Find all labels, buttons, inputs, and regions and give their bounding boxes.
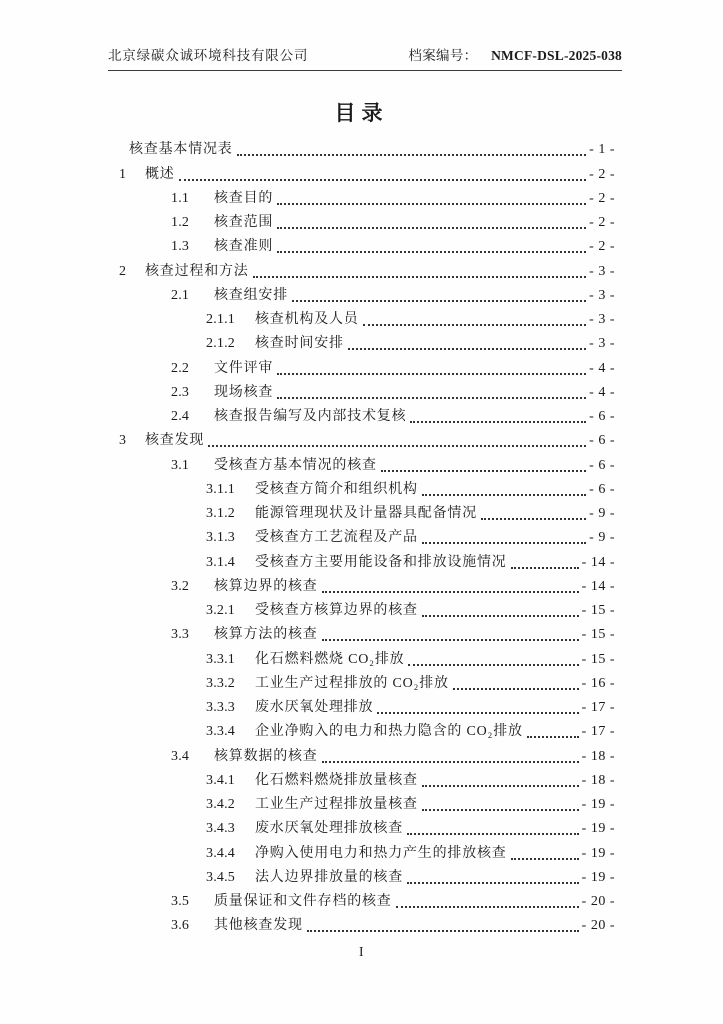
toc-entry-number: 2.4 (171, 409, 190, 424)
toc-entry-number: 3.4.3 (206, 821, 235, 837)
toc-entry-page: - 9 - (589, 506, 615, 521)
toc-leader-dots (237, 154, 587, 156)
toc-entry (119, 234, 615, 258)
toc-entry-title: 核查基本情况表 (129, 142, 233, 158)
toc-entry (119, 525, 615, 549)
archive-number-label: 档案编号： (408, 48, 478, 63)
toc-entry-title: 受核查方主要用能设备和排放设施情况 (255, 554, 507, 570)
toc-entry-number: 3.4.4 (206, 845, 235, 861)
toc-entry-number: 1.3 (171, 239, 190, 255)
toc-leader-dots (511, 567, 579, 569)
toc-entry (119, 210, 615, 234)
toc-entry-title: 能源管理现状及计量器具配备情况 (255, 506, 477, 521)
toc-entry (119, 161, 615, 185)
toc-entry-page: - 15 - (581, 603, 615, 618)
page-footer-number: I (359, 944, 364, 959)
toc-entry-title: 核查目的 (214, 190, 274, 206)
toc-entry (119, 695, 615, 719)
toc-entry (119, 622, 615, 646)
toc-entry-page: - 3 - (589, 287, 615, 303)
toc-entry-title: 核算方法的核查 (214, 627, 318, 643)
toc-entry (119, 768, 615, 792)
toc-entry-title: 核算数据的核查 (214, 748, 318, 764)
toc-entry-title: 废水厌氧处理排放核查 (255, 821, 403, 837)
toc-entry-title: 核查发现 (145, 433, 205, 449)
toc-entry-page: - 18 - (581, 748, 615, 764)
toc-leader-dots (277, 373, 586, 375)
toc-entry-title: 受核查方核算边界的核查 (255, 603, 418, 618)
toc-entry-number: 3.6 (171, 918, 190, 934)
toc-entry (119, 501, 615, 525)
toc-entry (119, 865, 615, 889)
toc-entry-page: - 2 - (589, 215, 615, 230)
toc-entry (119, 549, 615, 573)
toc-entry-page: - 14 - (581, 554, 615, 570)
toc-entry-title: 受核查方工艺流程及产品 (255, 530, 418, 546)
toc-entry-page: - 4 - (589, 360, 615, 376)
toc-entry-title: 废水厌氧处理排放 (255, 700, 374, 715)
toc-entry-title: 企业净购入的电力和热力隐含的 CO₂排放 (255, 724, 523, 740)
toc-entry-number: 2 (119, 263, 127, 279)
toc-leader-dots (422, 809, 579, 811)
toc-entry (119, 646, 615, 670)
toc-entry (119, 889, 615, 913)
toc-leader-dots (408, 664, 578, 666)
toc-leader-dots (277, 251, 586, 253)
toc-entry-page: - 14 - (581, 578, 615, 594)
toc-leader-dots (277, 227, 586, 229)
toc-entry-title: 其他核查发现 (214, 918, 303, 934)
toc-leader-dots (277, 203, 586, 205)
toc-entry-number: 2.1.1 (206, 312, 235, 327)
toc-entry-title: 核查范围 (214, 215, 274, 230)
company-name: 北京绿碳众诚环境科技有限公司 (108, 48, 309, 63)
toc-entry-page: - 6 - (589, 409, 615, 424)
toc-entry (119, 137, 615, 161)
toc-leader-dots (348, 348, 586, 350)
toc-entry-title: 净购入使用电力和热力产生的排放核查 (255, 845, 507, 861)
toc-entry-number: 3.2 (171, 578, 190, 594)
toc-entry-number: 3.5 (171, 894, 190, 909)
toc-entry-title: 文件评审 (214, 360, 274, 376)
toc-entry (119, 574, 615, 598)
toc-entry-number: 3.3 (171, 627, 190, 643)
toc-entry-title: 核查时间安排 (255, 336, 344, 352)
toc-leader-dots (511, 858, 579, 860)
toc-entry-number: 1 (119, 166, 127, 182)
toc-entry (119, 598, 615, 622)
page-title: 目录 (334, 101, 389, 125)
toc-entry-number: 2.3 (171, 384, 190, 400)
toc-entry (119, 816, 615, 840)
toc-leader-dots (527, 736, 579, 738)
toc-entry-title: 核算边界的核查 (214, 578, 318, 594)
toc-leader-dots (322, 639, 579, 641)
toc-entry-number: 3.4.2 (206, 797, 235, 812)
toc-entry (119, 719, 615, 743)
toc-entry (119, 404, 615, 428)
toc-entry-number: 3.4 (171, 748, 190, 764)
toc-entry-page: - 4 - (589, 384, 615, 400)
toc-entry-number: 3.1.3 (206, 530, 235, 546)
toc-entry-page: - 18 - (581, 772, 615, 788)
toc-leader-dots (407, 882, 579, 884)
toc-entry-page: - 19 - (581, 821, 615, 837)
toc-entry-title: 工业生产过程排放的 CO₂排放 (255, 675, 449, 691)
toc-entry-number: 3.1.4 (206, 554, 235, 570)
toc-entry-title: 核查过程和方法 (145, 263, 249, 279)
toc-entry-title: 受核查方基本情况的核查 (214, 457, 377, 473)
toc-entry (119, 186, 615, 210)
toc-entry (119, 671, 615, 695)
toc-leader-dots (253, 276, 587, 278)
archive-number-group (408, 44, 622, 64)
toc-leader-dots (277, 397, 586, 399)
toc-entry (119, 452, 615, 476)
toc-entry-title: 法人边界排放量的核查 (255, 869, 403, 885)
toc-entry-page: - 2 - (589, 239, 615, 255)
toc-leader-dots (407, 833, 579, 835)
toc-entry (119, 477, 615, 501)
toc-entry-title: 核查报告编写及内部技术复核 (214, 409, 407, 424)
toc-entry-number: 2.1 (171, 287, 190, 303)
toc-entry-number: 1.2 (171, 215, 190, 230)
toc-leader-dots (377, 712, 578, 714)
toc-entry-number: 3.3.3 (206, 700, 235, 715)
toc-entry-page: - 19 - (581, 845, 615, 861)
toc-leader-dots (307, 930, 579, 932)
toc-leader-dots (422, 494, 586, 496)
toc-entry-title: 化石燃料燃烧排放量核查 (255, 772, 418, 788)
toc-leader-dots (322, 591, 579, 593)
toc-entry-page: - 20 - (581, 894, 615, 909)
toc-entry-page: - 17 - (581, 724, 615, 740)
toc-entry-title: 现场核查 (214, 384, 274, 400)
toc-entry-number: 3.3.4 (206, 724, 235, 740)
toc-entry-page: - 19 - (581, 869, 615, 885)
toc-entry-page: - 15 - (581, 651, 615, 667)
toc-entry (119, 840, 615, 864)
page-header (108, 44, 622, 71)
toc-entry-number: 2.1.2 (206, 336, 235, 352)
toc-entry-title: 质量保证和文件存档的核查 (214, 894, 392, 909)
toc-list (119, 137, 615, 937)
toc-entry-title: 核查机构及人员 (255, 312, 359, 327)
toc-entry-page: - 6 - (589, 433, 615, 449)
toc-leader-dots (292, 300, 586, 302)
toc-entry-title: 化石燃料燃烧 CO₂排放 (255, 651, 405, 667)
toc-leader-dots (208, 445, 586, 447)
toc-entry-page: - 1 - (589, 142, 615, 158)
toc-entry-page: - 6 - (589, 481, 615, 497)
toc-entry-page: - 2 - (589, 190, 615, 206)
toc-entry (119, 307, 615, 331)
toc-entry-page: - 3 - (589, 312, 615, 327)
toc-leader-dots (363, 324, 587, 326)
toc-entry-number: 3 (119, 433, 127, 449)
toc-leader-dots (422, 785, 579, 787)
toc-entry-title: 工业生产过程排放量核查 (255, 797, 418, 812)
toc-leader-dots (322, 761, 579, 763)
toc-entry (119, 331, 615, 355)
toc-entry-page: - 16 - (581, 675, 615, 691)
toc-entry (119, 743, 615, 767)
toc-entry (119, 428, 615, 452)
toc-entry-page: - 2 - (589, 166, 615, 182)
toc-leader-dots (422, 615, 579, 617)
toc-entry-title: 概述 (145, 166, 175, 182)
toc-leader-dots (410, 421, 586, 423)
toc-entry (119, 913, 615, 937)
toc-entry-number: 3.1.2 (206, 506, 235, 521)
toc-entry-title: 核查组安排 (214, 287, 288, 303)
toc-entry (119, 380, 615, 404)
toc-entry (119, 258, 615, 282)
toc-entry-title: 受核查方简介和组织机构 (255, 481, 418, 497)
toc-leader-dots (381, 470, 586, 472)
toc-entry-page: - 20 - (581, 918, 615, 934)
toc-entry (119, 792, 615, 816)
toc-entry-number: 2.2 (171, 360, 190, 376)
toc-entry-number: 3.3.1 (206, 651, 235, 667)
toc-leader-dots (396, 906, 579, 908)
toc-entry-number: 3.4.1 (206, 772, 235, 788)
toc-entry-number: 3.2.1 (206, 603, 235, 618)
toc-entry-page: - 19 - (581, 797, 615, 812)
toc-leader-dots (481, 518, 586, 520)
toc-entry-number: 3.1.1 (206, 481, 235, 497)
toc-entry-number: 3.3.2 (206, 675, 235, 691)
toc-entry-title: 核查准则 (214, 239, 274, 255)
toc-entry-page: - 6 - (589, 457, 615, 473)
toc-entry-page: - 3 - (589, 336, 615, 352)
toc-entry-number: 1.1 (171, 190, 190, 206)
toc-leader-dots (179, 179, 587, 181)
toc-entry-number: 3.1 (171, 457, 190, 473)
toc-leader-dots (453, 688, 579, 690)
archive-number-value: NMCF-DSL-2025-038 (491, 48, 622, 63)
toc-entry (119, 283, 615, 307)
toc-entry-page: - 9 - (589, 530, 615, 546)
toc-entry-page: - 17 - (581, 700, 615, 715)
toc-entry-page: - 15 - (581, 627, 615, 643)
toc-entry (119, 355, 615, 379)
toc-entry-number: 3.4.5 (206, 869, 235, 885)
toc-entry-page: - 3 - (589, 263, 615, 279)
toc-leader-dots (422, 542, 586, 544)
